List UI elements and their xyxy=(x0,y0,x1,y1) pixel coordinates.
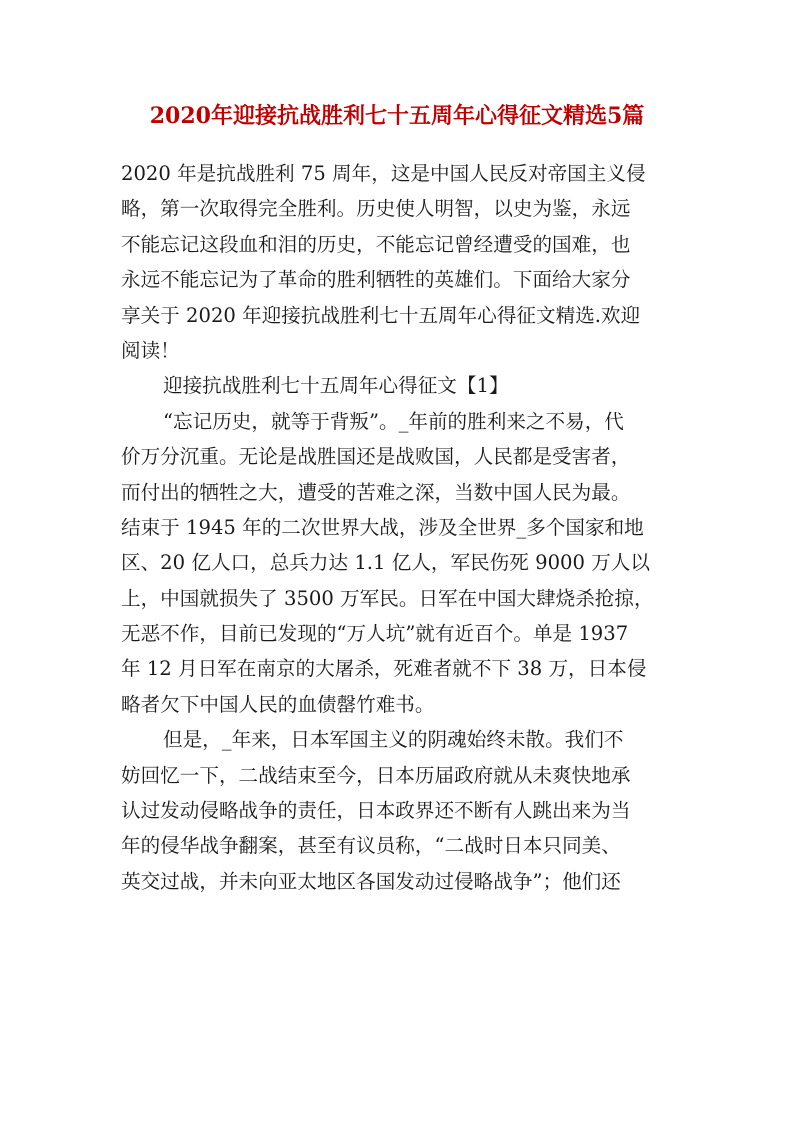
text-line: 享关于 2020 年迎接抗战胜利七十五周年心得征文精选.欢迎 xyxy=(121,303,641,327)
document-body xyxy=(121,156,677,899)
text-line: 无恶不作，目前已发现的“万人坑”就有近百个。单是 1937 xyxy=(121,622,629,646)
text-line: 年 12 月日军在南京的大屠杀，死难者就不下 38 万，日本侵 xyxy=(121,657,647,681)
section-heading: 迎接抗战胜利七十五周年心得征文【1】 xyxy=(163,374,509,398)
text-line: 上，中国就损失了 3500 万军民。日军在中国大肆烧杀抢掠， xyxy=(121,586,654,610)
text-line: 结束于 1945 年的二次世界大战，涉及全世界_多个国家和地 xyxy=(121,515,644,539)
text-line: 而付出的牺牲之大，遭受的苦难之深，当数中国人民为最。 xyxy=(121,480,631,504)
intro-paragraph xyxy=(121,156,677,368)
text-line: 妨回忆一下，二战结束至今，日本历届政府就从未爽快地承 xyxy=(121,763,631,787)
text-line: 阅读！ xyxy=(121,338,180,362)
text-line: 年的侵华战争翻案，甚至有议员称，“二战时日本只同美、 xyxy=(121,834,621,858)
document-title: 2020年迎接抗战胜利七十五周年心得征文精选5篇 xyxy=(149,103,645,129)
text-line: 区、20 亿人口，总兵力达 1.1 亿人，军民伤死 9000 万人以 xyxy=(121,551,650,575)
text-line: 永远不能忘记为了革命的胜利牺牲的英雄们。下面给大家分 xyxy=(121,268,631,292)
text-line: “忘记历史，就等于背叛”。_年前的胜利来之不易，代 xyxy=(163,409,624,433)
paragraph-1 xyxy=(121,404,677,723)
text-line: 不能忘记这段血和泪的历史，不能忘记曾经遭受的国难，也 xyxy=(121,232,631,256)
text-line: 2020 年是抗战胜利 75 周年，这是中国人民反对帝国主义侵 xyxy=(121,162,646,185)
text-line: 略，第一次取得完全胜利。历史使人明智，以史为鉴，永远 xyxy=(121,197,631,221)
text-line: 认过发动侵略战争的责任，日本政界还不断有人跳出来为当 xyxy=(121,799,631,823)
text-line: 略者欠下中国人民的血债罄竹难书。 xyxy=(121,692,435,716)
text-line: 但是，_年来，日本军国主义的阴魂始终未散。我们不 xyxy=(163,728,624,752)
paragraph-2 xyxy=(121,722,677,899)
text-line: 价万分沉重。无论是战胜国还是战败国，人民都是受害者， xyxy=(121,445,631,469)
text-line: 英交过战，并未向亚太地区各国发动过侵略战争”；他们还 xyxy=(121,869,621,893)
